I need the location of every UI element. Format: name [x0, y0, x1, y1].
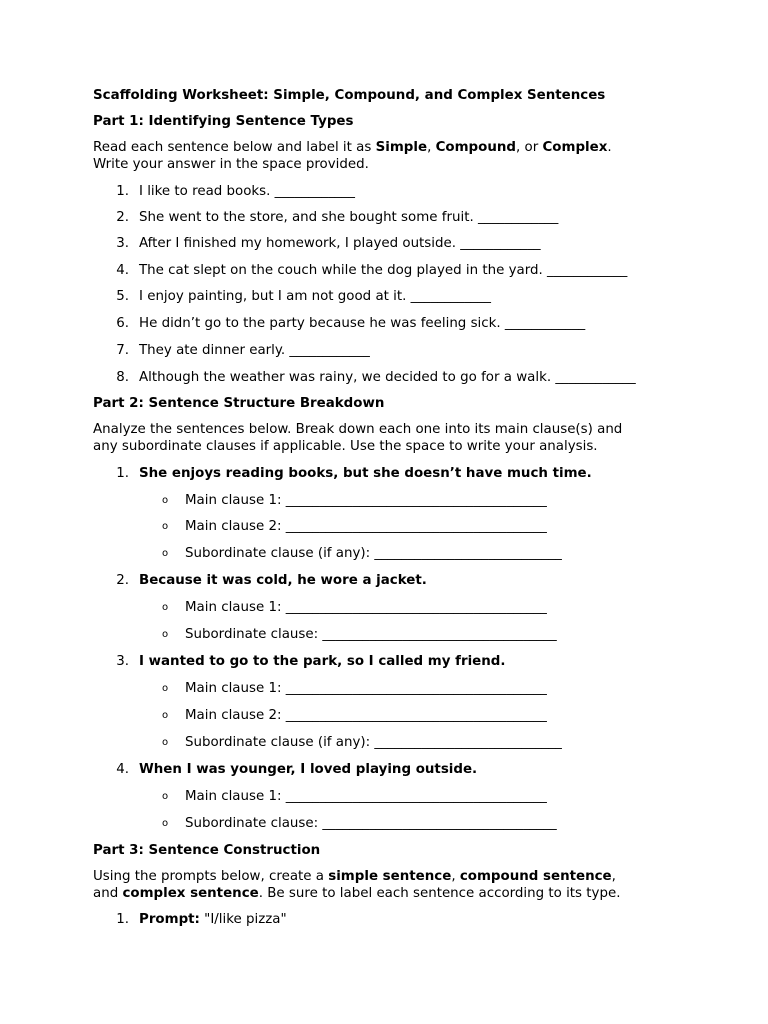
answer-line: Subordinate clause: ___________________________________ — [185, 627, 557, 642]
prompt-item — [139, 911, 287, 928]
list-item: They ate dinner early. ____________ — [139, 343, 370, 358]
bullet-icon: o — [162, 737, 169, 748]
part1-period: . — [607, 140, 612, 155]
bullet-icon: o — [162, 683, 169, 694]
part3-instructions-rest: . Be sure to label each sentence according to its type. — [258, 886, 621, 901]
prompt-label: Prompt: — [139, 912, 200, 927]
list-item-number: 2. — [116, 573, 129, 588]
analysis-sentence: She enjoys reading books, but she doesn’t have much time. — [139, 466, 592, 481]
part3-heading: Part 3: Sentence Construction — [93, 843, 321, 858]
list-item: After I finished my homework, I played outside. ____________ — [139, 236, 541, 251]
list-item-number: 2. — [116, 210, 129, 225]
part1-term-complex: Complex — [542, 140, 608, 155]
list-item: I enjoy painting, but I am not good at it. ____________ — [139, 289, 491, 304]
bullet-icon: o — [162, 629, 169, 640]
list-item-number: 8. — [116, 370, 129, 385]
bullet-icon: o — [162, 602, 169, 613]
part3-instructions-line1 — [93, 868, 616, 885]
part3-term-simple: simple sentence — [328, 869, 452, 884]
part3-instructions-line2 — [93, 885, 620, 902]
bullet-icon: o — [162, 791, 169, 802]
part1-term-compound: Compound — [435, 140, 516, 155]
part2-instructions-line2: any subordinate clauses if applicable. Use the space to write your analysis. — [93, 439, 598, 454]
part3-term-complex: complex sentence — [122, 886, 259, 901]
bullet-icon: o — [162, 495, 169, 506]
bullet-icon: o — [162, 818, 169, 829]
part1-instructions-line2: Write your answer in the space provided. — [93, 157, 369, 172]
analysis-sentence: I wanted to go to the park, so I called my friend. — [139, 654, 506, 669]
list-item: He didn’t go to the party because he was feeling sick. ____________ — [139, 316, 586, 331]
part3-instructions-text: Using the prompts below, create a — [93, 869, 329, 884]
list-item-number: 3. — [116, 236, 129, 251]
part1-instructions-line1 — [93, 139, 612, 156]
list-item: She went to the store, and she bought some fruit. ____________ — [139, 210, 559, 225]
answer-line: Main clause 1: _______________________________________ — [185, 600, 547, 615]
list-item-number: 1. — [116, 466, 129, 481]
part1-heading: Part 1: Identifying Sentence Types — [93, 114, 354, 129]
prompt-text: "I/like pizza" — [199, 912, 287, 927]
part3-comma: , — [451, 869, 460, 884]
list-item-number: 3. — [116, 654, 129, 669]
list-item-number: 4. — [116, 762, 129, 777]
bullet-icon: o — [162, 521, 169, 532]
bullet-icon: o — [162, 548, 169, 559]
list-item-number: 7. — [116, 343, 129, 358]
list-item: Although the weather was rainy, we decided to go for a walk. ____________ — [139, 370, 636, 385]
answer-line: Main clause 1: _______________________________________ — [185, 681, 547, 696]
worksheet-title: Scaffolding Worksheet: Simple, Compound, and Complex Sentences — [93, 88, 606, 103]
part1-comma: , — [427, 140, 436, 155]
list-item: The cat slept on the couch while the dog played in the yard. ____________ — [139, 263, 628, 278]
list-item-number: 6. — [116, 316, 129, 331]
analysis-sentence: When I was younger, I loved playing outside. — [139, 762, 478, 777]
part1-or: , or — [516, 140, 543, 155]
list-item: I like to read books. ____________ — [139, 184, 356, 199]
answer-line: Subordinate clause: ___________________________________ — [185, 816, 557, 831]
part1-term-simple: Simple — [375, 140, 428, 155]
bullet-icon: o — [162, 710, 169, 721]
part3-comma: , — [611, 869, 616, 884]
part1-instructions-text: Read each sentence below and label it as — [93, 140, 376, 155]
answer-line: Main clause 2: _______________________________________ — [185, 708, 547, 723]
list-item-number: 1. — [116, 184, 129, 199]
answer-line: Subordinate clause (if any): ____________________________ — [185, 735, 562, 750]
list-item-number: 4. — [116, 263, 129, 278]
analysis-sentence: Because it was cold, he wore a jacket. — [139, 573, 427, 588]
answer-line: Main clause 1: _______________________________________ — [185, 493, 547, 508]
part3-and: and — [93, 886, 123, 901]
answer-line: Subordinate clause (if any): ____________________________ — [185, 546, 562, 561]
list-item-number: 5. — [116, 289, 129, 304]
part2-heading: Part 2: Sentence Structure Breakdown — [93, 396, 385, 411]
part3-term-compound: compound sentence — [459, 869, 612, 884]
part2-instructions-line1: Analyze the sentences below. Break down each one into its main clause(s) and — [93, 422, 623, 437]
answer-line: Main clause 1: _______________________________________ — [185, 789, 547, 804]
answer-line: Main clause 2: _______________________________________ — [185, 519, 547, 534]
list-item-number: 1. — [116, 912, 129, 927]
